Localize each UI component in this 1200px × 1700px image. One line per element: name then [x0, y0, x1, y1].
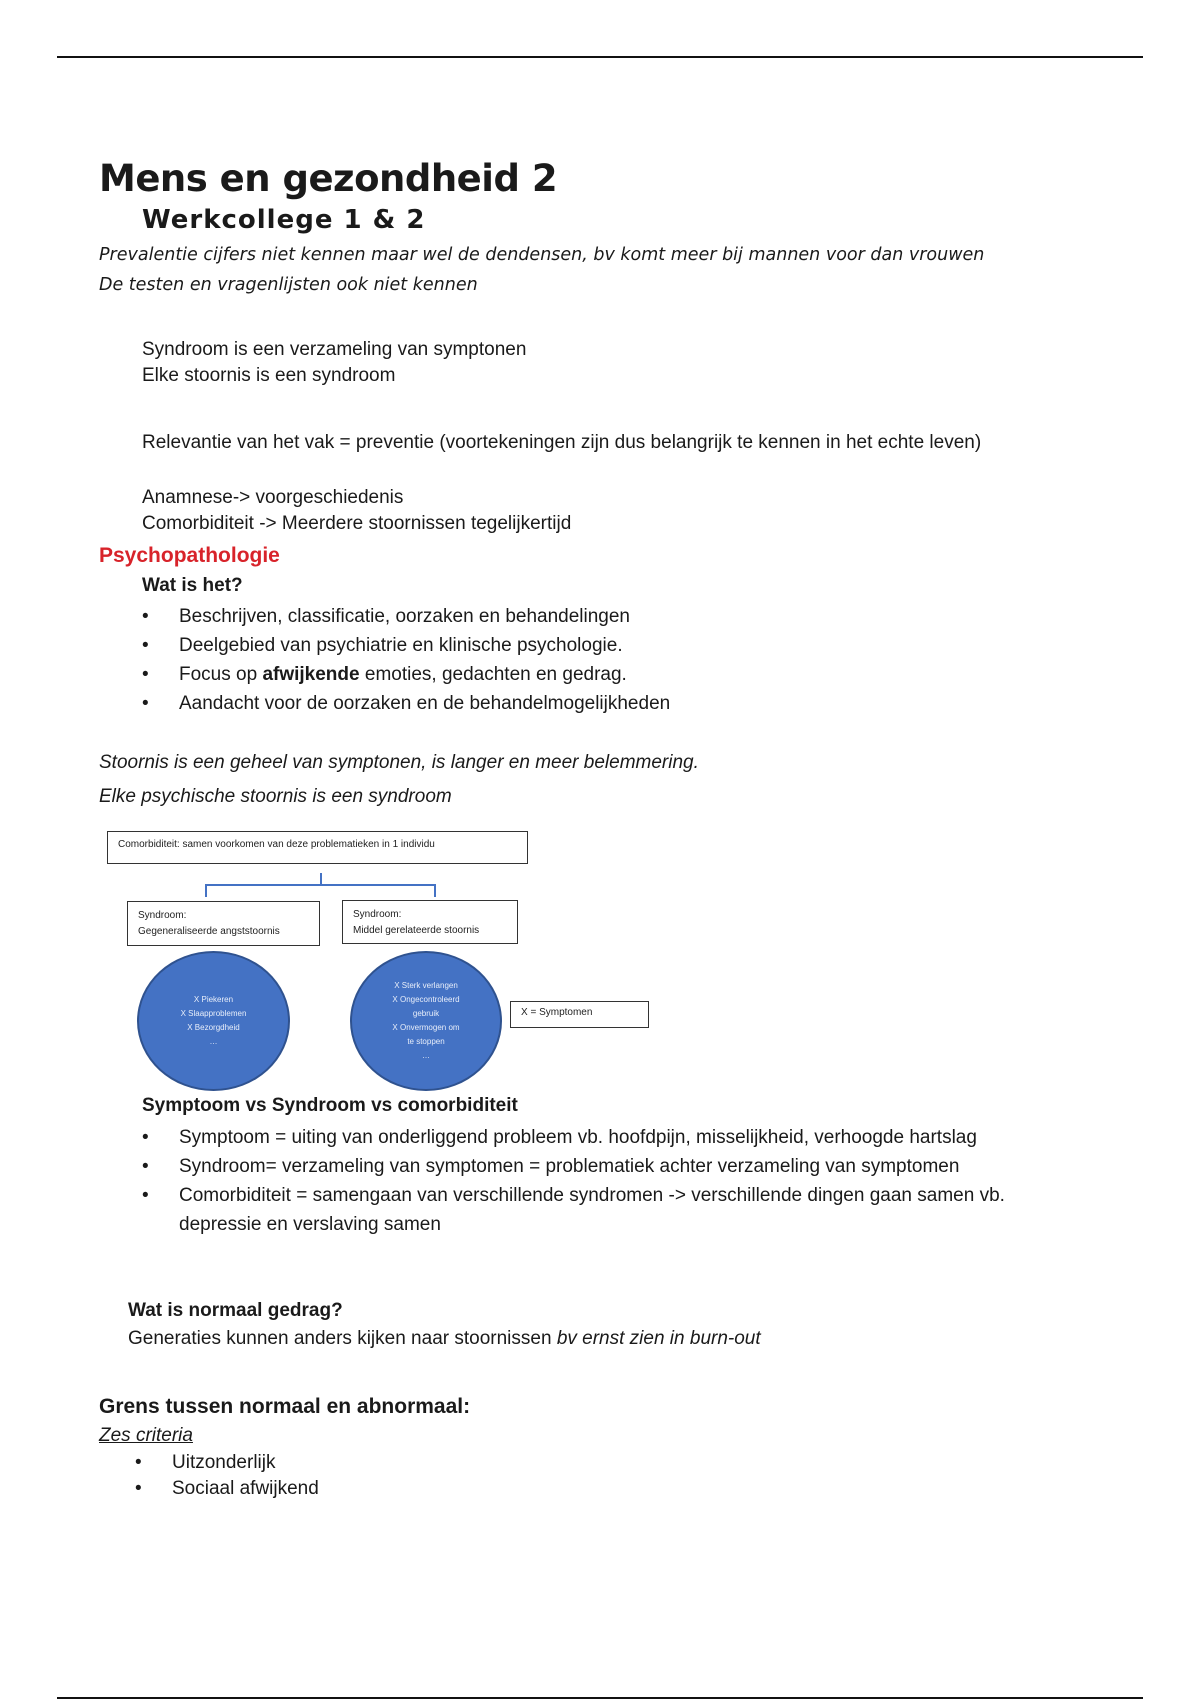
- comorbiditeit-line: Comorbiditeit -> Meerdere stoornissen tegelijkertijd: [142, 513, 572, 534]
- symptom-circle-right: [350, 951, 502, 1091]
- connector-left-drop: [205, 884, 207, 897]
- list-item: • Sociaal afwijkend: [135, 1476, 319, 1502]
- symptom-item: te stoppen: [407, 1037, 445, 1046]
- normaal-text-plain: Generaties kunnen anders kijken naar stoornissen: [128, 1328, 557, 1349]
- connector-right-drop: [434, 884, 436, 897]
- normaal-text-italic: bv ernst zien in burn-out: [556, 1328, 761, 1349]
- list-item: • Beschrijven, classificatie, oorzaken en behandelingen: [142, 602, 670, 631]
- syndroom-line: Elke stoornis is een syndroom: [142, 365, 396, 386]
- symptoom-list: [142, 1123, 1092, 1239]
- connector-stem: [320, 873, 322, 884]
- syndroom-box-right: [342, 900, 518, 944]
- legend-box: [510, 1001, 649, 1028]
- symptom-item: X Ongecontroleerd: [392, 995, 460, 1004]
- zes-criteria-subheading: Zes criteria: [99, 1425, 193, 1446]
- comorbiditeit-box: [107, 831, 528, 864]
- stoornis-note: Stoornis is een geheel van symptonen, is langer en meer belemmering.: [99, 752, 699, 773]
- wat-is-het-heading: Wat is het?: [142, 575, 243, 596]
- symptom-item: gebruik: [412, 1009, 440, 1018]
- list-item: • Aandacht voor de oorzaken en de behandelmogelijkheden: [142, 689, 670, 718]
- symptom-item: X Sterk verlangen: [394, 981, 458, 990]
- symptoom-heading: Symptoom vs Syndroom vs comorbiditeit: [142, 1095, 518, 1116]
- symptom-item: X Slaapproblemen: [180, 1009, 247, 1018]
- page-title: Mens en gezondheid 2: [99, 157, 558, 200]
- list-item: • Uitzonderlijk: [135, 1450, 319, 1476]
- normaal-heading: Wat is normaal gedrag?: [128, 1300, 343, 1321]
- symptom-circle-left: [137, 951, 290, 1091]
- symptom-item: X Bezorgdheid: [187, 1023, 240, 1032]
- list-item: • Comorbiditeit = samengaan van verschillende syndromen -> verschillende dingen gaan samen vb. depressie en verslaving samen: [142, 1181, 1092, 1239]
- focus-bold: afwijkende: [262, 664, 360, 685]
- list-item: [142, 660, 670, 689]
- top-rule: [57, 56, 1143, 58]
- stoornis-note: Elke psychische stoornis is een syndroom: [99, 786, 452, 807]
- list-item: • Symptoom = uiting van onderliggend probleem vb. hoofdpijn, misselijkheid, verhoogde hartslag: [142, 1123, 1092, 1152]
- syndroom-box-name: Middel gerelateerde stoornis: [353, 925, 480, 936]
- syndroom-line: Syndroom is een verzameling van symptonen: [142, 339, 527, 360]
- comorbiditeit-box-text: Comorbiditeit: samen voorkomen van deze problematieken in 1 individu: [118, 839, 435, 850]
- focus-suffix: emoties, gedachten en gedrag.: [359, 664, 627, 685]
- list-item: • Syndroom= verzameling van symptomen = problematiek achter verzameling van symptomen: [142, 1152, 1092, 1181]
- syndroom-box-name: Gegeneraliseerde angststoornis: [138, 926, 280, 937]
- symptom-item: …: [209, 1037, 218, 1046]
- symptom-item: …: [422, 1051, 430, 1060]
- page-subtitle: Werkcollege 1 & 2: [142, 205, 426, 235]
- relevantie-line: Relevantie van het vak = preventie (voortekeningen zijn dus belangrijk te kennen in het echte leven): [142, 432, 982, 453]
- criteria-list: [135, 1450, 319, 1502]
- note-line: De testen en vragenlijsten ook niet kennen: [99, 275, 478, 295]
- connector-bar: [205, 884, 436, 886]
- grens-heading: Grens tussen normaal en abnormaal:: [99, 1395, 471, 1418]
- list-item: • Deelgebied van psychiatrie en klinische psychologie.: [142, 631, 670, 660]
- psychopathologie-heading: Psychopathologie: [99, 544, 280, 567]
- note-line: Prevalentie cijfers niet kennen maar wel de dendensen, bv komt meer bij mannen voor dan vrouwen: [99, 245, 985, 265]
- psychopathologie-list: [142, 602, 670, 718]
- symptom-item: X Onvermogen om: [392, 1023, 460, 1032]
- syndroom-box-label: Syndroom:: [138, 910, 187, 921]
- legend-text: X = Symptomen: [521, 1007, 593, 1018]
- symptom-item: X Piekeren: [193, 995, 234, 1004]
- focus-prefix: Focus op: [179, 664, 263, 685]
- syndroom-box-label: Syndroom:: [353, 909, 402, 920]
- bottom-rule: [57, 1697, 1143, 1699]
- normaal-text: [128, 1328, 761, 1350]
- syndroom-box-left: [127, 901, 320, 946]
- anamnese-line: Anamnese-> voorgeschiedenis: [142, 487, 404, 508]
